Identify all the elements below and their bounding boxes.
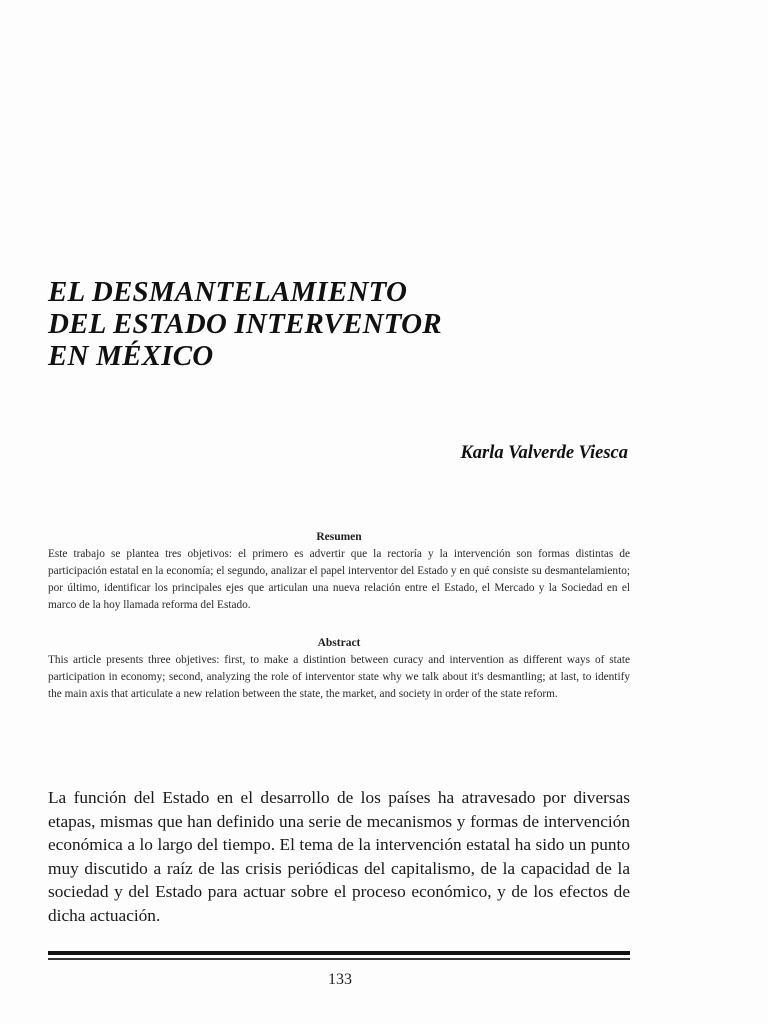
title-line: EL DESMANTELAMIENTO	[48, 276, 408, 308]
footer-rule-thin	[48, 958, 630, 960]
title-line: EN MÉXICO	[48, 340, 214, 372]
abstract-section	[48, 636, 630, 703]
abstract-text: This article presents three objetives: first, to make a distintion between curacy and intervention as different ways of state participation in economy; second, analyzing the role of interventor state why we talk about it's desmantling; at last, to identify the main axis that articulate a new relation between the state, the market, and society in order of the state reform.	[48, 654, 630, 700]
abstract-heading: Abstract	[317, 637, 361, 649]
page-number: 133	[328, 971, 352, 988]
resumen-heading: Resumen	[316, 531, 362, 543]
title-line: DEL ESTADO INTERVENTOR	[48, 308, 442, 340]
resumen-text: Este trabajo se plantea tres objetivos: el primero es advertir que la rectoría y la intervención son formas distintas de participación estatal en la economía; el segundo, analizar el papel interventor del Estado y en qué consiste su desmantelamiento; por último, identificar los principales ejes que articulan una nueva relación entre el Estado, el Mercado y la Sociedad en el marco de la hoy llamada reforma del Estado.	[48, 548, 630, 611]
author-name: Karla Valverde Viesca	[460, 443, 628, 463]
body-paragraph: La función del Estado en el desarrollo de los países ha atravesado por diversas etapas, mismas que han definido una serie de mecanismos y formas de intervención económica a lo largo del tiempo. El tema de la intervención estatal ha sido un punto muy discutido a raíz de las crisis periódicas del capitalismo, de la capacidad de la sociedad y del Estado para actuar sobre el proceso económico, y de los efectos de dicha actuación.	[48, 788, 630, 925]
article-title	[48, 276, 648, 372]
footer-rule-thick	[48, 951, 630, 955]
resumen-section	[48, 530, 630, 614]
